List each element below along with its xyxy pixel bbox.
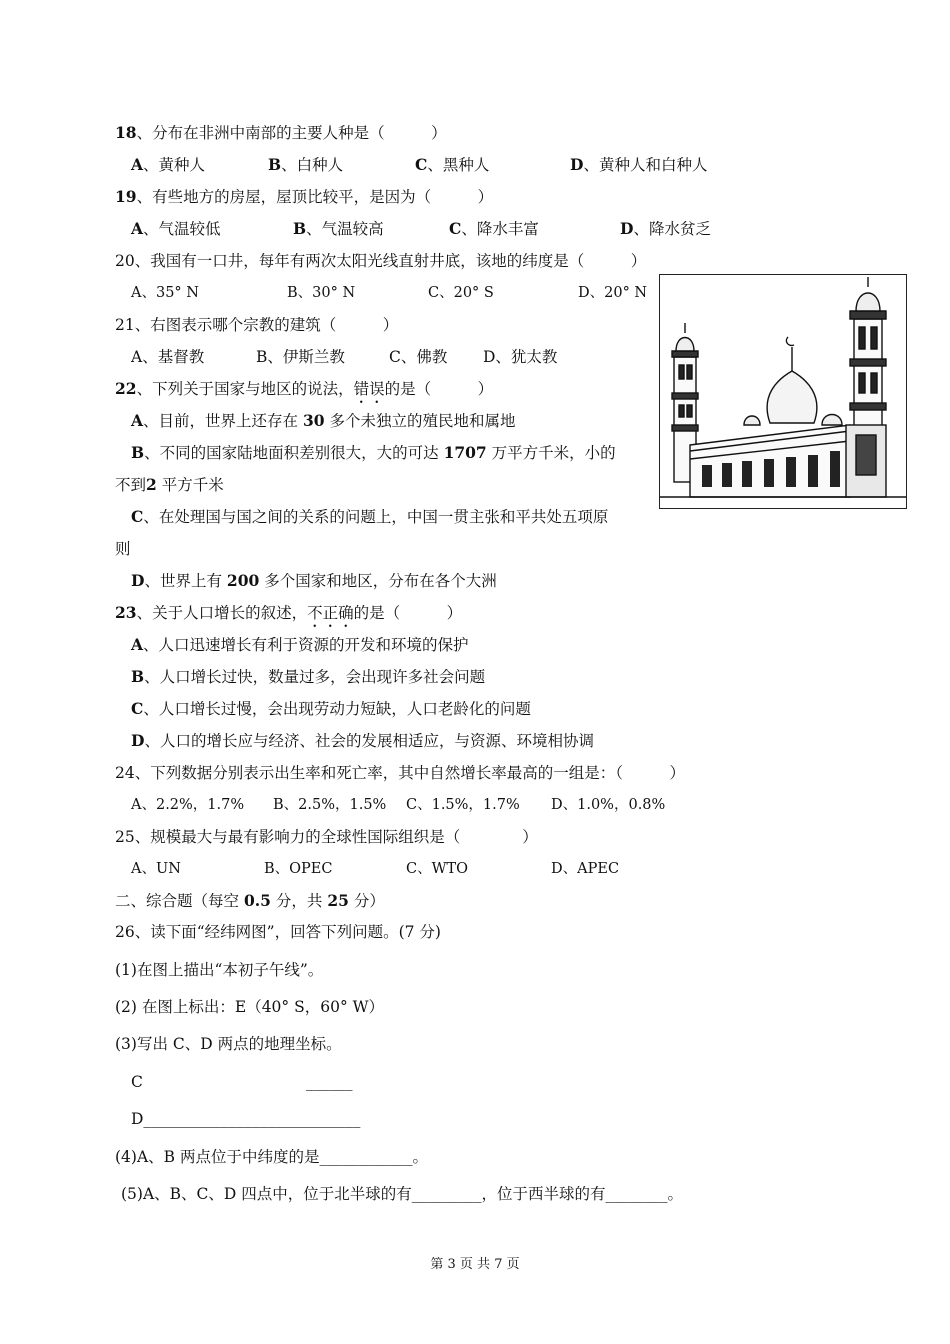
q25-option-c: C、WTO <box>406 861 469 877</box>
mosque-illustration <box>659 274 907 509</box>
q19-stem <box>115 187 493 207</box>
q26-part3: (3)写出 C、D 两点的地理坐标。 <box>115 1035 342 1053</box>
q26-c-blank: ______ <box>306 1073 353 1091</box>
q22-option-c-cont: 则 <box>115 540 131 558</box>
q24-option-d: D、1.0%，0.8% <box>551 797 666 813</box>
q18-option-c: C、黑种人 <box>415 155 490 174</box>
page-footer: 第 3 页 共 7 页 <box>430 1257 520 1272</box>
q18-num: 18 <box>115 123 137 142</box>
q24-stem: 24、下列数据分别表示出生率和死亡率，其中自然增长率最高的一组是：（ ） <box>115 764 685 782</box>
q22-option-b-cont: 不到2 平方千米 <box>115 475 224 494</box>
q22-option-d: D、世界上有 200 多个国家和地区，分布在各个大洲 <box>131 571 497 590</box>
q22-option-a: A、目前，世界上还存在 30 多个未独立的殖民地和属地 <box>131 411 516 430</box>
q21-option-d: D、犹太教 <box>483 348 558 366</box>
q19-option-c: C、降水丰富 <box>449 219 539 238</box>
q22-stem: 22、下列关于国家与地区的说法，错误的是（ ） <box>115 379 494 398</box>
q18-option-d: D、黄种人和白种人 <box>570 155 708 174</box>
q20-option-b: B、30° N <box>287 285 356 301</box>
q18-stem <box>115 123 447 143</box>
q24-option-a: A、2.2%，1.7% <box>131 797 245 813</box>
q22-option-b: B、不同的国家陆地面积差别很大，大的可达 1707 万平方千米，小的 <box>131 443 616 462</box>
q24-option-b: B、2.5%，1.5% <box>273 797 387 813</box>
q26-part4: (4)A、B 两点位于中纬度的是____________。 <box>115 1148 428 1166</box>
q26-part5: (5)A、B、C、D 四点中，位于北半球的有_________，位于西半球的有________。 <box>121 1185 684 1203</box>
q20-option-d: D、20° N <box>578 285 648 301</box>
q18-option-b: B、白种人 <box>268 155 344 174</box>
q20-option-a: A、35° N <box>131 285 199 301</box>
q21-stem: 21、右图表示哪个宗教的建筑（ ） <box>115 316 399 334</box>
q25-option-b: B、OPEC <box>264 861 333 877</box>
q19-option-d: D、降水贫乏 <box>620 219 711 238</box>
q23-option-c: C、人口增长过慢，会出现劳动力短缺，人口老龄化的问题 <box>131 699 531 718</box>
mosque-drawing <box>660 275 906 508</box>
q26-part1: (1)在图上描出“本初子午线”。 <box>115 961 324 979</box>
q23-option-a: A、人口迅速增长有利于资源的开发和环境的保护 <box>131 635 469 654</box>
q20-stem: 20、我国有一口井，每年有两次太阳光线直射井底，该地的纬度是（ ） <box>115 252 647 270</box>
q18-option-a: A、黄种人 <box>131 155 206 174</box>
q26-c-label: C <box>131 1073 143 1091</box>
q26-d-line: D____________________________ <box>131 1110 361 1128</box>
q22-emphasis: 错误 <box>353 380 385 398</box>
q23-option-d: D、人口的增长应与经济、社会的发展相适应，与资源、环境相协调 <box>131 731 594 750</box>
q26-stem: 26、读下面“经纬网图”，回答下列问题。(7 分) <box>115 923 441 941</box>
q25-option-a: A、UN <box>131 861 181 877</box>
section-heading: 二、综合题（每空 0.5 分，共 25 分） <box>115 891 385 910</box>
q19-option-a: A、气温较低 <box>131 219 221 238</box>
q21-option-a: A、基督教 <box>131 348 205 366</box>
q21-option-c: C、佛教 <box>389 348 448 366</box>
q25-stem: 25、规模最大与最有影响力的全球性国际组织是（ ） <box>115 828 538 846</box>
q19-num: 19 <box>115 187 137 206</box>
q23-option-b: B、人口增长过快，数量过多，会出现许多社会问题 <box>131 667 486 686</box>
q20-option-c: C、20° S <box>428 285 494 301</box>
q26-part2: (2) 在图上标出：E（40° S，60° W） <box>115 998 385 1016</box>
q19-text: 、有些地方的房屋，屋顶比较平，是因为（ ） <box>136 188 494 206</box>
q21-option-b: B、伊斯兰教 <box>256 348 345 366</box>
q23-emphasis: 不正确 <box>307 604 354 622</box>
q19-option-b: B、气温较高 <box>293 219 384 238</box>
q25-option-d: D、APEC <box>551 861 620 877</box>
q22-option-c: C、在处理国与国之间的关系的问题上，中国一贯主张和平共处五项原 <box>131 507 609 526</box>
q23-stem: 23、关于人口增长的叙述，不正确的是（ ） <box>115 603 463 622</box>
q24-option-c: C、1.5%，1.7% <box>406 797 520 813</box>
q18-text: 、分布在非洲中南部的主要人种是（ ） <box>136 124 447 142</box>
